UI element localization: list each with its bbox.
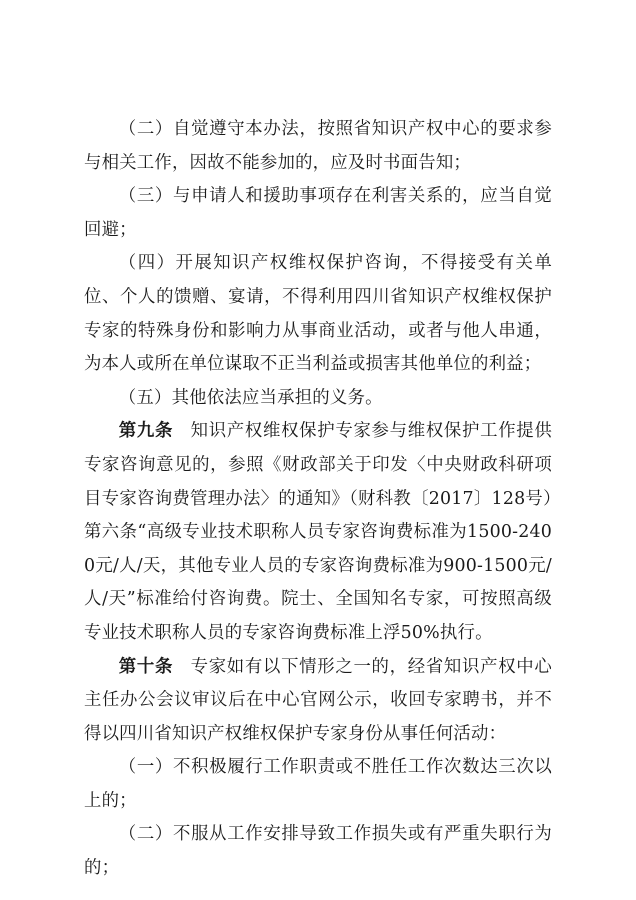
paragraph-text: （五）其他依法应当承担的义务。: [118, 387, 383, 408]
article-10-title: 第十条: [118, 656, 174, 677]
article-10: [84, 651, 552, 752]
article-9-title: 第九条: [118, 421, 174, 442]
article-9-text: 知识产权维权保护专家参与维权保护工作提供专家咨询意见的，参照《财政部关于印发〈中央财政科研项目专家咨询费管理办法〉的通知》（财科教〔2017〕128号）第六条“高级专业技术职称人员专家咨询费标准为1500-2400元/人/天，其他专业人员的专家咨询费标准为900-1500元/人/天”标准给付咨询费。院士、全国知名专家，可按照高级专业技术职称人员的专家咨询费标准上浮50%执行。: [84, 421, 552, 643]
article-10-text: 专家如有以下情形之一的，经省知识产权中心主任办公会议审议后在中心官网公示，收回专家聘书，并不得以四川省知识产权维权保护专家身份从事任何活动：: [84, 656, 552, 744]
paragraph-item-3: [84, 180, 552, 247]
paragraph-text: （三）与申请人和援助事项存在利害关系的，应当自觉回避；: [84, 186, 552, 240]
paragraph-item-5: [84, 382, 552, 416]
paragraph-text: （二）不服从工作安排导致工作损失或有严重失职行为的；: [84, 824, 552, 879]
paragraph-item-4: [84, 247, 552, 381]
paragraph-text: （一）不积极履行工作职责或不胜任工作次数达三次以上的；: [84, 757, 552, 811]
document-page: [84, 113, 552, 886]
paragraph-art10-item-1: [84, 751, 552, 818]
paragraph-art10-item-2: [84, 818, 552, 885]
paragraph-item-2: [84, 113, 552, 180]
paragraph-text: （二）自觉遵守本办法，按照省知识产权中心的要求参与相关工作，因故不能参加的，应及时书面告知；: [84, 119, 552, 173]
article-9: [84, 415, 552, 650]
paragraph-text: （四）开展知识产权维权保护咨询，不得接受有关单位、个人的馈赠、宴请，不得利用四川省知识产权维权保护专家的特殊身份和影响力从事商业活动，或者与他人串通，为本人或所在单位谋取不正当利益或损害其他单位的利益；: [84, 253, 552, 375]
